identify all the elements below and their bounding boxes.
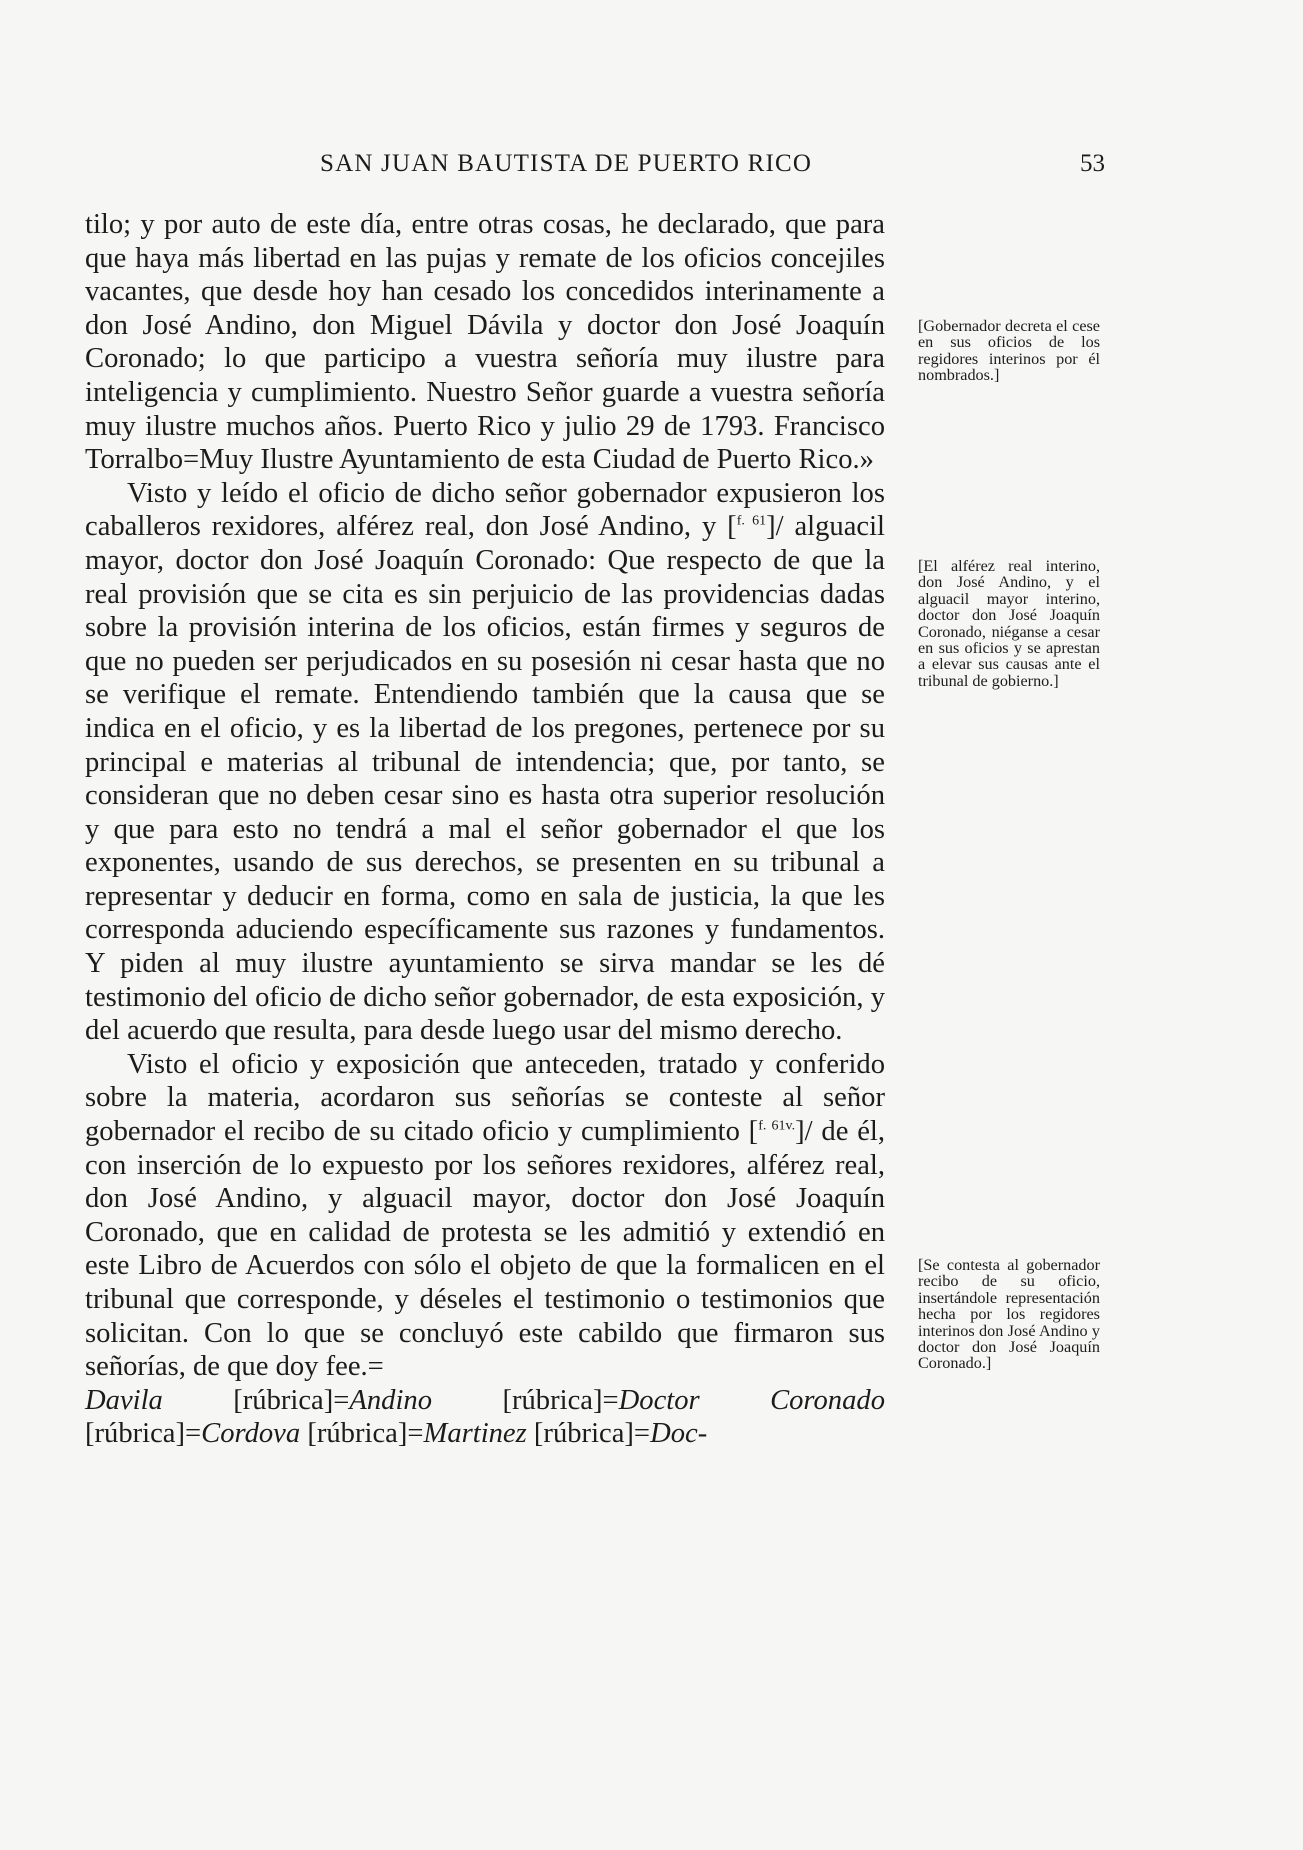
separator: = xyxy=(185,1418,202,1450)
separator: = xyxy=(633,1418,651,1450)
signature-name: Andino xyxy=(349,1384,433,1416)
signature-name: Cordova xyxy=(201,1418,301,1450)
rubrica-mark: [rúbrica] xyxy=(233,1384,334,1416)
marginal-note: [Se contesta al gobernador recibo de su oficio, insertándole representación hecha por los regidores interinos don José Andino y doctor don José Joaquín Coronado.] xyxy=(918,1256,1100,1373)
paragraph-continued xyxy=(85,208,885,477)
page-header xyxy=(85,150,1105,190)
signature-name: Davila xyxy=(85,1384,163,1416)
paragraph-text: Visto y leído el oficio de dicho señor gobernador expusieron los caballeros rexidores, alférez real, don José Andino, y [ xyxy=(85,477,885,543)
marginal-note: [El alférez real interino, don José Andino, y el alguacil mayor interino, doctor don José Joaquín Coronado, niéganse a cesar en sus oficios y se aprestan a elevar sus causas ante el tribunal de gobierno.] xyxy=(918,557,1100,690)
rubrica-mark: [rúbrica] xyxy=(85,1418,186,1450)
signature-name: Doctor Coronado xyxy=(618,1384,885,1416)
paragraph-text: tilo; y por auto de este día, entre otras cosas, he declarado, que para que haya más libertad en las pujas y remate de los oficios concejiles vacantes, que desde hoy han cesado los concedidos interinamente a don José Andino, don Miguel Dávila y doctor don José Joaquín Coronado; lo que participo a vuestra señoría muy ilustre para inteligencia y cumplimiento. Nuestro Señor guarde a vuestra señoría muy ilustre muchos años. Puerto Rico y julio 29 de 1793. Francisco Torralbo=Muy Ilustre Ayuntamiento de esta Ciudad de Puerto Rico.» xyxy=(85,209,885,476)
separator: = xyxy=(602,1384,619,1416)
folio-marker: f. 61v. xyxy=(758,1118,796,1134)
paragraph-resolution xyxy=(85,1048,885,1451)
paragraph-text: ]/ de él, con inserción de lo expuesto por los señores rexidores, alférez real, don José Andino, y alguacil mayor, doctor don José Joaquín Coronado, que en calidad de protesta se les admitió y extendió en este Libro de Acuerdos con sólo el objeto de que la formalicen en el tribunal que corresponde, y déseles el testimonio o testimonios que solicitan. Con lo que se concluyó este cabildo que firmaron sus señorías, de que doy fee.= xyxy=(85,1116,885,1383)
running-title: SAN JUAN BAUTISTA DE PUERTO RICO xyxy=(320,150,813,177)
paragraph-text: Visto el oficio y exposición que anteceden, tratado y conferido sobre la materia, acordaron sus señorías se conteste al señor gobernador el recibo de su citado oficio y cumplimiento [ xyxy=(85,1048,885,1148)
marginal-note: [Gobernador decreta el cese en sus oficios de los regidores interinos por él nombrados.] xyxy=(918,317,1100,385)
folio-marker: f. 61 xyxy=(736,513,767,529)
signature-name: Martinez xyxy=(423,1418,527,1450)
page-number: 53 xyxy=(1080,150,1105,177)
paragraph-text: ]/ alguacil mayor, doctor don José Joaquín Coronado: Que respecto de que la real provisión que se cita es sin perjuicio de las providencias dadas sobre la provisión interina de los oficios, están firmes y seguros de que no pueden ser perjudicados en su posesión ni cesar hasta que no se verifique el remate. Entendiendo también que la causa que se indica en el oficio, y es la libertad de los pregones, pertenece por su principal e materias al tribunal de intendencia; que, por tanto, se consideran que no deben cesar sino es hasta otra superior resolución y que para esto no tendrá a mal el señor gobernador el que los exponentes, usando de sus derechos, se presenten en su tribunal a representar y deducir en forma, como en sala de justicia, la que les corresponda aduciendo específicamente sus razones y fundamentos. Y piden al muy ilustre ayuntamiento se sirva mandar se les dé testimonio del oficio de dicho señor gobernador, de esta exposición, y del acuerdo que resulta, para desde luego usar del mismo derecho. xyxy=(85,511,885,1047)
signature-name: Doc- xyxy=(650,1418,708,1450)
rubrica-mark: [rúbrica] xyxy=(533,1418,634,1450)
paragraph-exposition xyxy=(85,477,885,1048)
main-text xyxy=(85,208,885,1451)
rubrica-mark: [rúbrica] xyxy=(307,1418,408,1450)
separator: = xyxy=(333,1384,350,1416)
separator: = xyxy=(407,1418,424,1450)
rubrica-mark: [rúbrica] xyxy=(502,1384,603,1416)
